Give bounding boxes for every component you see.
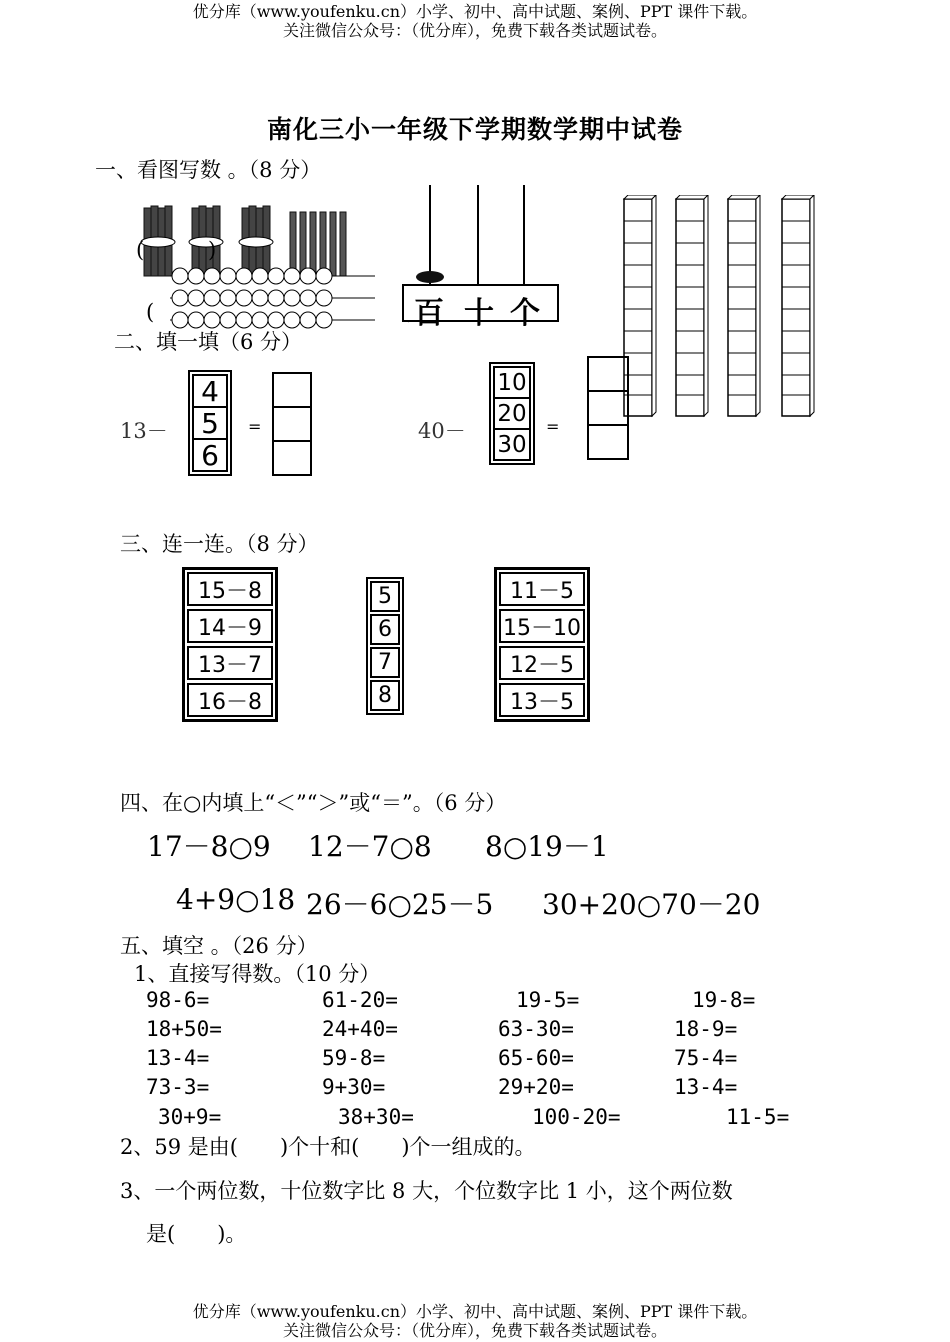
answer-paren-open-1: ( <box>136 238 145 262</box>
calc-item: 19-8= <box>692 988 756 1012</box>
match-item[interactable]: 13－7 <box>187 646 273 680</box>
fill-left-number: 5 <box>192 408 228 440</box>
calc-item: 18-9= <box>674 1017 738 1041</box>
cube-tower-2 <box>676 195 708 416</box>
question-2: 2、59 是由( )个十和( )个一组成的。 <box>120 1135 536 1159</box>
single-sticks <box>290 212 346 276</box>
fill-left-number: 6 <box>192 440 228 472</box>
match-item[interactable]: 11－5 <box>499 572 585 606</box>
compare-item: 4+9○18 <box>176 883 296 916</box>
fill-right-number: 20 <box>493 399 531 430</box>
fill-right-number: 30 <box>493 430 531 461</box>
calc-item: 59-8= <box>322 1046 386 1070</box>
abacus-label-ones: 个 <box>510 296 540 331</box>
calc-item: 75-4= <box>674 1046 738 1070</box>
calc-item: 19-5= <box>516 988 580 1012</box>
match-item[interactable]: 15－8 <box>187 572 273 606</box>
calc-item: 38+30= <box>338 1105 414 1129</box>
calc-item: 61-20= <box>322 988 398 1012</box>
section-5-sub-1: 1、直接写得数。（10 分） <box>134 962 381 986</box>
page-title: 南化三小一年级下学期数学期中试卷 <box>266 115 683 144</box>
calc-item: 65-60= <box>498 1046 574 1070</box>
match-column-middle <box>366 577 404 715</box>
match-column-right <box>494 567 590 722</box>
footer-line-1: 优分库（www.youfenku.cn）小学、初中、高中试题、案例、PPT 课件下载。 <box>192 1302 758 1321</box>
abacus-label-hundreds: 百 <box>414 296 444 331</box>
question-3-line-1: 3、一个两位数，十位数字比 8 大，个位数字比 1 小，这个两位数 <box>120 1179 733 1203</box>
abacus-label-tens: 十 <box>464 296 494 331</box>
fill-left-number-box <box>188 370 232 476</box>
calc-item: 29+20= <box>498 1075 574 1099</box>
footer-line-2: 关注微信公众号：（优分库），免费下载各类试题试卷。 <box>282 1321 667 1340</box>
answer-paren-close-1: ) <box>208 238 217 262</box>
calc-item: 63-30= <box>498 1017 574 1041</box>
answer-paren-open-2: ( <box>146 300 155 324</box>
compare-item: 12－7○8 <box>308 830 432 863</box>
fill-left-equals: = <box>248 417 262 436</box>
match-item[interactable]: 12－5 <box>499 646 585 680</box>
calc-item: 13-4= <box>674 1075 738 1099</box>
match-item[interactable]: 16－8 <box>187 683 273 717</box>
answer-cell[interactable] <box>274 408 310 442</box>
calc-item: 11-5= <box>726 1105 790 1129</box>
cube-tower-3 <box>728 195 760 416</box>
section-1-heading: 一、看图写数 。（8 分） <box>95 158 322 182</box>
fill-right-prefix: 40－ <box>418 419 466 443</box>
cube-tower-4 <box>782 195 814 416</box>
section-5-heading: 五、填空 。（26 分） <box>120 934 318 958</box>
calc-item: 24+40= <box>322 1017 398 1041</box>
calc-item: 13-4= <box>146 1046 210 1070</box>
fill-right-number-box <box>489 362 535 465</box>
section-2-heading: 二、填一填（6 分） <box>114 330 303 354</box>
match-item[interactable]: 7 <box>370 647 400 678</box>
bead-row-2 <box>170 290 375 306</box>
match-item[interactable]: 8 <box>370 680 400 711</box>
section-3-heading: 三、连一连。（8 分） <box>120 532 319 556</box>
compare-item: 8○19－1 <box>485 830 609 863</box>
match-item[interactable]: 13－5 <box>499 683 585 717</box>
fill-right-number: 10 <box>493 366 531 399</box>
abacus-bead <box>416 271 444 283</box>
header-line-1: 优分库（www.youfenku.cn）小学、初中、高中试题、案例、PPT 课件下载。 <box>192 2 758 21</box>
calc-item: 18+50= <box>146 1017 222 1041</box>
answer-cell[interactable] <box>589 392 627 426</box>
answer-cell[interactable] <box>589 426 627 458</box>
calc-item: 30+9= <box>158 1105 222 1129</box>
fill-left-number: 4 <box>192 374 228 408</box>
calc-item: 98-6= <box>146 988 210 1012</box>
fill-left-answer-boxes[interactable] <box>272 372 312 476</box>
calc-item: 9+30= <box>322 1075 386 1099</box>
section-4-heading: 四、在○内填上“＜”“＞”或“＝”。（6 分） <box>120 791 507 815</box>
compare-item: 26－6○25－5 <box>306 888 494 921</box>
fill-right-equals: = <box>546 417 560 436</box>
header-line-2: 关注微信公众号：（优分库），免费下载各类试题试卷。 <box>282 21 667 40</box>
bundle-ties <box>141 237 273 247</box>
calc-item: 73-3= <box>146 1075 210 1099</box>
match-item[interactable]: 6 <box>370 614 400 645</box>
compare-item: 30+20○70－20 <box>542 888 761 921</box>
match-column-left <box>182 567 278 722</box>
calc-item: 100-20= <box>532 1105 621 1129</box>
answer-cell[interactable] <box>274 442 310 474</box>
sticks-and-beads-figure <box>130 200 380 330</box>
compare-item: 17－8○9 <box>147 830 271 863</box>
fill-right-answer-boxes[interactable] <box>587 356 629 460</box>
match-item[interactable]: 5 <box>370 581 400 612</box>
match-item[interactable]: 15－10 <box>499 609 585 643</box>
fill-left-prefix: 13－ <box>120 419 168 443</box>
answer-cell[interactable] <box>274 374 310 408</box>
question-3-line-2: 是( )。 <box>146 1222 247 1246</box>
cube-towers-figure <box>618 195 818 420</box>
answer-cell[interactable] <box>589 358 627 392</box>
match-item[interactable]: 14－9 <box>187 609 273 643</box>
